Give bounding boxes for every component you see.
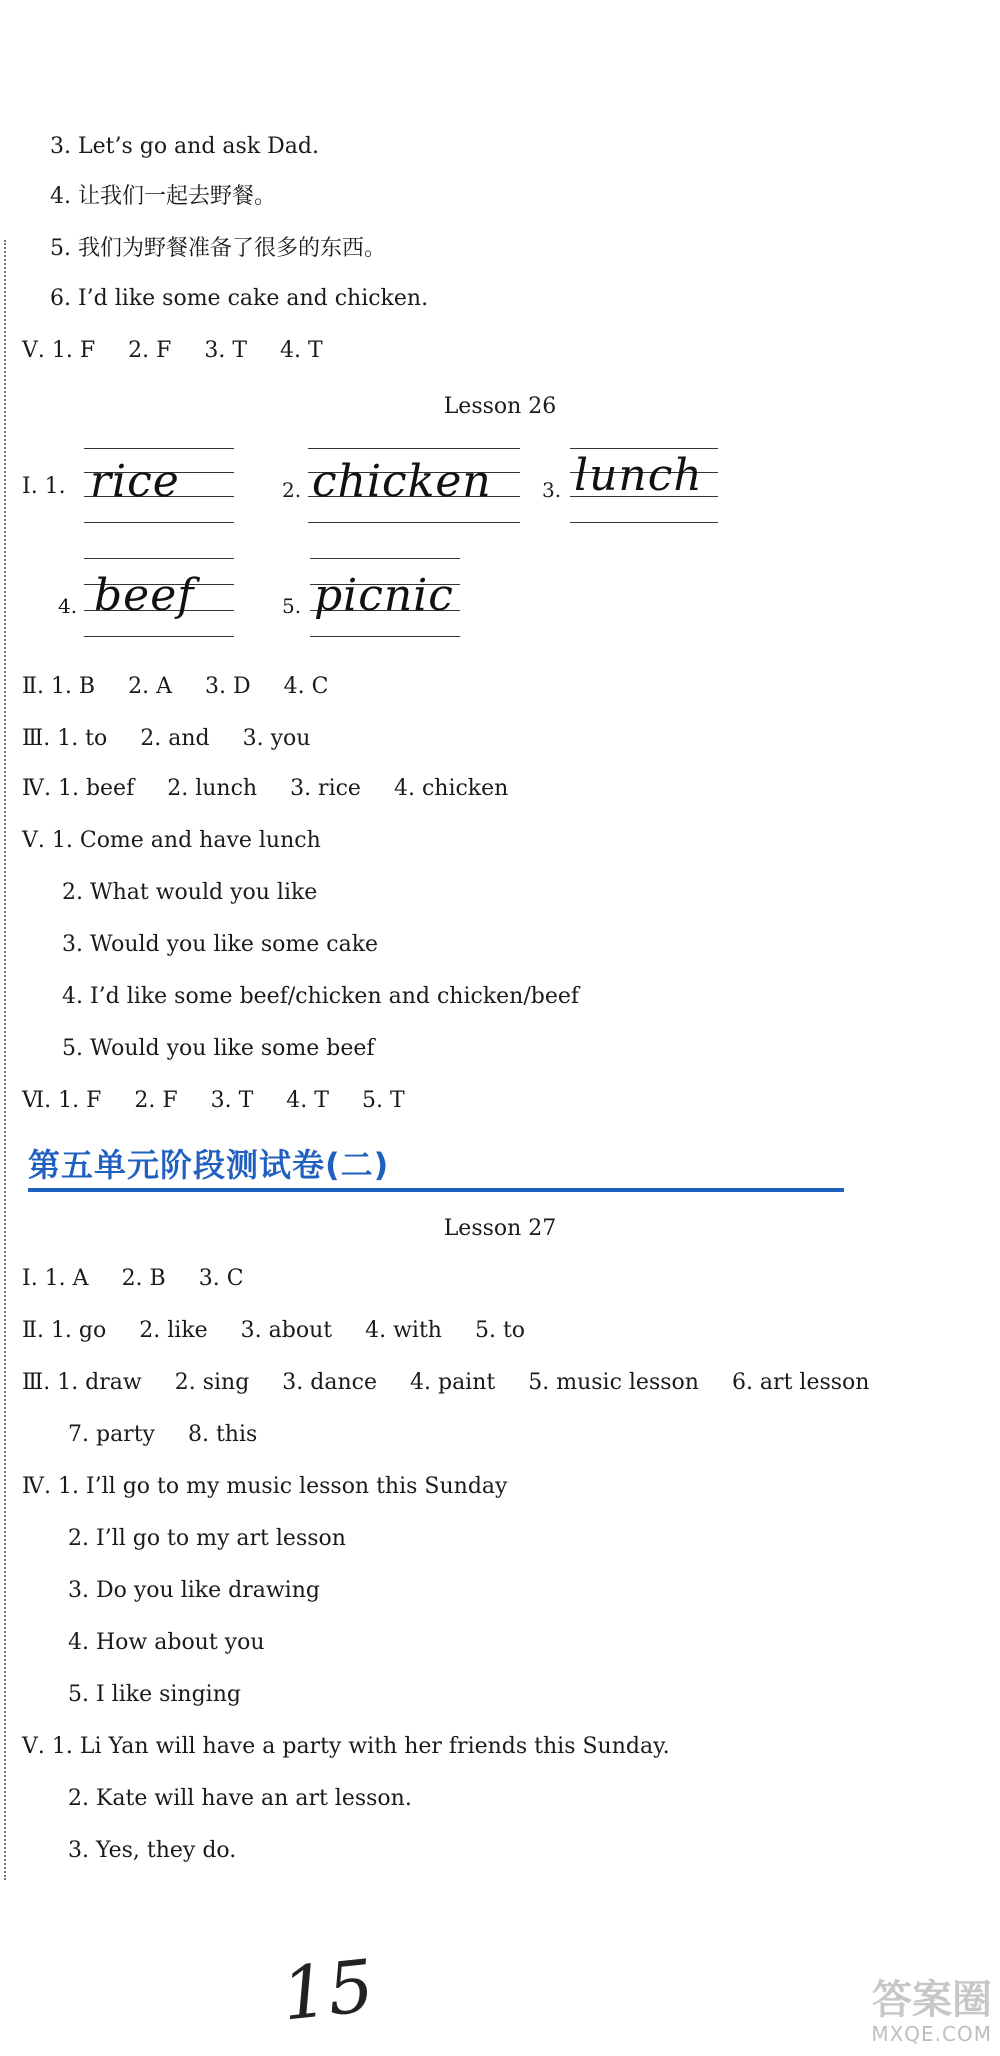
lesson-title: Lesson 27 — [443, 1216, 557, 1241]
watermark-logo: 答案圈 — [872, 1977, 992, 2023]
answer: 3. you — [242, 726, 311, 751]
answer: Ⅳ. 1. beef — [22, 776, 135, 801]
answer-row-v — [22, 336, 323, 366]
answer: 2. F — [134, 1088, 178, 1113]
answer: 8. this — [187, 1422, 258, 1447]
answer: 2. A — [128, 674, 172, 699]
answer: Ⅱ. 1. go — [22, 1318, 107, 1343]
answer-line: 4. I’d like some beef/chicken and chicken/beef — [62, 984, 580, 1009]
answer-line: Ⅳ. 1. I’ll go to my music lesson this Sunday — [22, 1474, 508, 1499]
handwriting-box-rice — [84, 438, 234, 534]
answer: 7. party — [68, 1422, 155, 1447]
answer: Ⅴ. 1. F — [22, 338, 96, 363]
answer-line: 5. Would you like some beef — [62, 1036, 375, 1061]
item-number: 5. — [282, 594, 302, 618]
answer-line: 3. Would you like some cake — [62, 932, 379, 957]
answer-row-iii-cont — [68, 1420, 257, 1450]
answer-line: 4. 让我们一起去野餐。 — [50, 184, 276, 209]
answer: Ⅲ. 1. to — [22, 726, 108, 751]
answer: 2. F — [128, 338, 172, 363]
answer: Ⅲ. 1. draw — [22, 1370, 142, 1395]
answer-line: 5. 我们为野餐准备了很多的东西。 — [50, 236, 386, 261]
answer-row-iv — [22, 774, 508, 804]
answer-line: 3. Do you like drawing — [68, 1578, 320, 1603]
answer-line: 2. What would you like — [62, 880, 318, 905]
answer: 2. lunch — [167, 776, 258, 801]
item-number: 2. — [282, 478, 302, 502]
answer: 5. to — [474, 1318, 526, 1343]
answer-row-vi — [22, 1086, 405, 1116]
answer: 3. T — [204, 338, 248, 363]
answer-row-iii — [22, 1368, 869, 1398]
handwritten-word: picnic — [314, 570, 454, 621]
answer: 3. D — [204, 674, 251, 699]
answer-line: 2. Kate will have an art lesson. — [68, 1786, 412, 1811]
handwritten-word: beef — [94, 570, 195, 621]
page-number: 15 — [277, 1943, 378, 2037]
answer: 4. chicken — [393, 776, 509, 801]
handwriting-box-picnic — [280, 548, 460, 648]
answer-row-ii — [22, 672, 328, 702]
watermark — [836, 1966, 1000, 2050]
answer-line: 3. Let’s go and ask Dad. — [50, 134, 319, 159]
section-heading-text: 第五单元阶段测试卷(二) — [28, 1146, 390, 1184]
watermark-site: MXQE.COM — [871, 2022, 992, 2046]
answer: 6. art lesson — [731, 1370, 870, 1395]
answer: 2. and — [140, 726, 210, 751]
item-number: 3. — [542, 478, 562, 502]
answer: 5. T — [361, 1088, 405, 1113]
answer: 2. like — [139, 1318, 208, 1343]
answer: Ⅰ. 1. A — [22, 1266, 89, 1291]
answer: Ⅵ. 1. F — [22, 1088, 102, 1113]
answer: 2. B — [121, 1266, 166, 1291]
answer: 4. T — [286, 1088, 329, 1113]
lesson-title: Lesson 26 — [443, 394, 557, 419]
section-label-i: Ⅰ. 1. — [22, 474, 66, 499]
answer: Ⅱ. 1. B — [22, 674, 96, 699]
answer: 3. about — [240, 1318, 333, 1343]
item-number: 4. — [58, 594, 78, 618]
answer: 3. C — [198, 1266, 244, 1291]
answer: 4. with — [365, 1318, 442, 1343]
answer: 4. T — [280, 338, 323, 363]
handwritten-word: lunch — [574, 450, 703, 501]
answer: 3. T — [210, 1088, 254, 1113]
section-heading — [28, 1140, 844, 1192]
handwritten-word: rice — [90, 456, 180, 507]
answer: 4. C — [283, 674, 329, 699]
answer: 2. sing — [174, 1370, 250, 1395]
answer-line: 4. How about you — [68, 1630, 265, 1655]
handwriting-box-lunch — [540, 438, 720, 534]
answer-line: 5. I like singing — [68, 1682, 241, 1707]
handwriting-box-beef — [54, 548, 234, 648]
answer: 3. rice — [290, 776, 361, 801]
answer-line: Ⅴ. 1. Li Yan will have a party with her friends this Sunday. — [22, 1734, 670, 1759]
answer: 4. paint — [410, 1370, 496, 1395]
answer-line: 6. I’d like some cake and chicken. — [50, 286, 429, 311]
binding-dotted-line — [4, 240, 8, 1880]
handwriting-box-chicken — [278, 438, 528, 534]
answer: 5. music lesson — [528, 1370, 699, 1395]
answer-line: Ⅴ. 1. Come and have lunch — [22, 828, 321, 853]
answer-row-i — [22, 1264, 244, 1294]
answer-line: 3. Yes, they do. — [68, 1838, 237, 1863]
handwritten-word: chicken — [312, 456, 492, 507]
answer-line: 2. I’ll go to my art lesson — [68, 1526, 346, 1551]
answer: 3. dance — [282, 1370, 377, 1395]
answer-row-iii — [22, 724, 310, 754]
answer-row-ii — [22, 1316, 525, 1346]
